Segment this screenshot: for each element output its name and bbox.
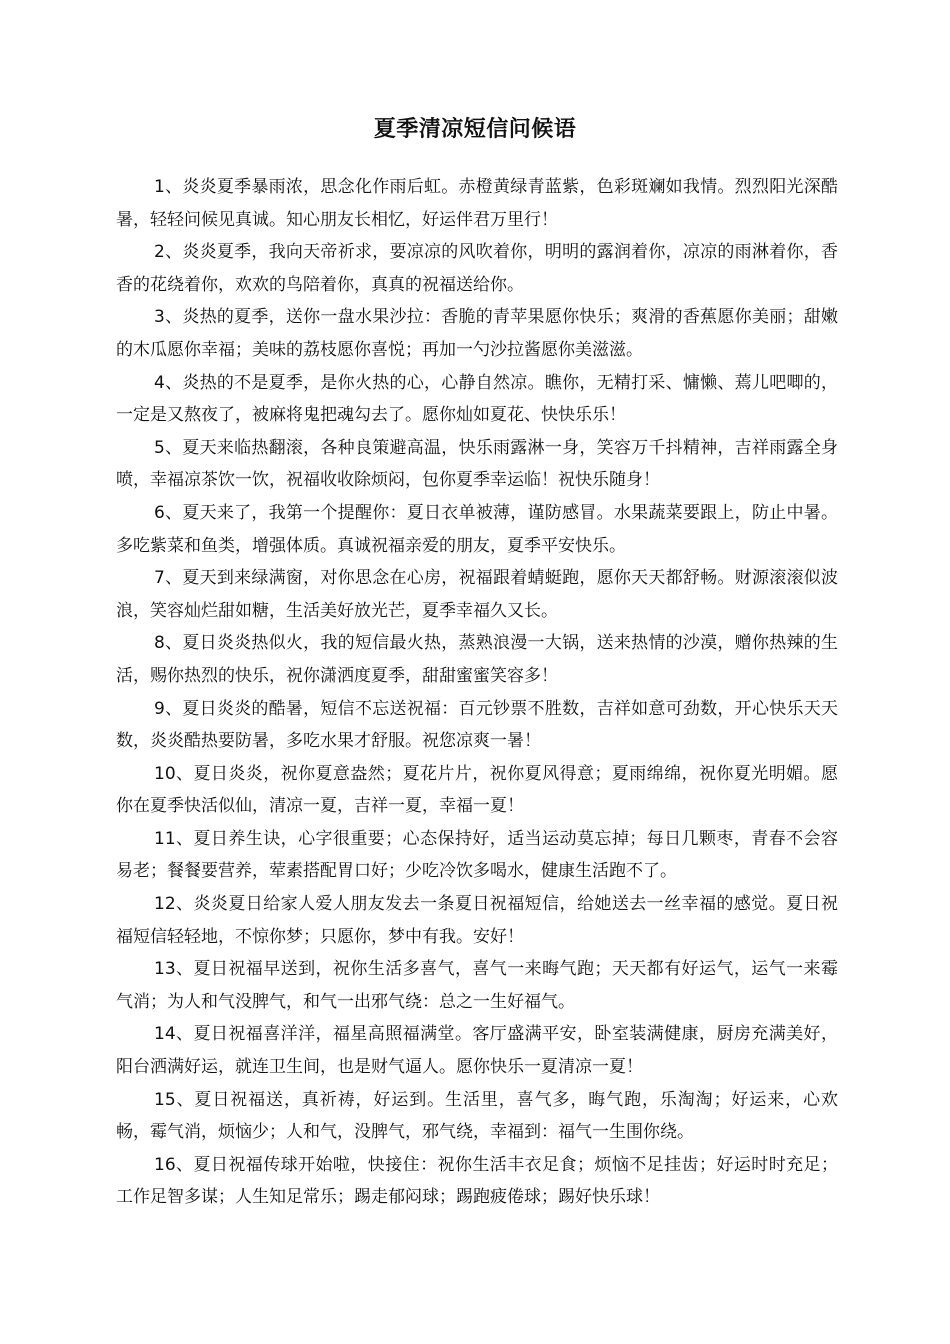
paragraph-8: 8、夏日炎炎热似火，我的短信最火热，蒸熟浪漫一大锅，送来热情的沙漠，赠你热辣的生活，赐你热烈的快乐，祝你潇洒度夏季，甜甜蜜蜜笑容多！ [116, 633, 838, 686]
document-title: 夏季清凉短信问候语 [373, 117, 577, 142]
document-body [116, 171, 838, 1214]
paragraph-12: 12、炎炎夏日给家人爱人朋友发去一条夏日祝福短信，给她送去一丝幸福的感觉。夏日祝福短信轻轻地，不惊你梦；只愿你，梦中有我。安好！ [116, 894, 838, 947]
paragraph-9: 9、夏日炎炎的酷暑，短信不忘送祝福：百元钞票不胜数，吉祥如意可劲数，开心快乐天天数，炎炎酷热要防暑，多吃水果才舒服。祝您凉爽一暑！ [116, 698, 838, 752]
paragraph-7: 7、夏天到来绿满窗，对你思念在心房，祝福跟着蜻蜓跑，愿你天天都舒畅。财源滚滚似波浪，笑容灿烂甜如糖，生活美好放光芒，夏季幸福久又长。 [116, 568, 838, 621]
paragraph-16: 16、夏日祝福传球开始啦，快接住：祝你生活丰衣足食；烦恼不足挂齿；好运时时充足；工作足智多谋；人生知足常乐；踢走郁闷球；踢跑疲倦球；踢好快乐球！ [116, 1154, 838, 1208]
paragraph-15: 15、夏日祝福送，真祈祷，好运到。生活里，喜气多，晦气跑，乐淘淘；好运来，心欢畅，霉气消，烦恼少；人和气，没脾气，邪气绕，幸福到：福气一生围你绕。 [116, 1089, 838, 1143]
paragraph-2: 2、炎炎夏季，我向天帝祈求，要凉凉的风吹着你，明明的露润着你，凉凉的雨淋着你，香香的花绕着你，欢欢的鸟陪着你，真真的祝福送给你。 [116, 242, 838, 295]
paragraph-13: 13、夏日祝福早送到，祝你生活多喜气，喜气一来晦气跑；天天都有好运气，运气一来霉气消；为人和气没脾气，和气一出邪气绕：总之一生好福气。 [116, 959, 838, 1012]
paragraph-6: 6、夏天来了，我第一个提醒你：夏日衣单被薄，谨防感冒。水果蔬菜要跟上，防止中暑。多吃紫菜和鱼类，增强体质。真诚祝福亲爱的朋友，夏季平安快乐。 [116, 502, 838, 556]
paragraph-11: 11、夏日养生诀，心字很重要；心态保持好，适当运动莫忘掉；每日几颗枣，青春不会容易老；餐餐要营养，荤素搭配胃口好；少吃冷饮多喝水，健康生活跑不了。 [116, 828, 838, 882]
paragraph-10: 10、夏日炎炎，祝你夏意盎然；夏花片片，祝你夏风得意；夏雨绵绵，祝你夏光明媚。愿你在夏季快活似仙，清凉一夏，吉祥一夏，幸福一夏！ [116, 763, 838, 817]
paragraph-1: 1、炎炎夏季暴雨浓，思念化作雨后虹。赤橙黄绿青蓝紫，色彩斑斓如我情。烈烈阳光深酷暑，轻轻问候见真诚。知心朋友长相忆，好运伴君万里行！ [116, 177, 838, 230]
paragraph-4: 4、炎热的不是夏季，是你火热的心，心静自然凉。瞧你，无精打采、慵懒、蔫儿吧唧的，一定是又熬夜了，被麻将鬼把魂勾去了。愿你灿如夏花、快快乐乐！ [116, 372, 838, 426]
paragraph-3: 3、炎热的夏季，送你一盘水果沙拉：香脆的青苹果愿你快乐；爽滑的香蕉愿你美丽；甜嫩的木瓜愿你幸福；美味的荔枝愿你喜悦；再加一勺沙拉酱愿你美滋滋。 [116, 307, 838, 360]
paragraph-5: 5、夏天来临热翻滚，各种良策避高温，快乐雨露淋一身，笑容万千抖精神，吉祥雨露全身喷，幸福凉茶饮一饮，祝福收收除烦闷，包你夏季幸运临！祝快乐随身！ [116, 437, 838, 491]
paragraph-14: 14、夏日祝福喜洋洋，福星高照福满堂。客厅盛满平安，卧室装满健康，厨房充满美好，阳台洒满好运，就连卫生间，也是财气逼人。愿你快乐一夏清凉一夏！ [116, 1024, 838, 1078]
